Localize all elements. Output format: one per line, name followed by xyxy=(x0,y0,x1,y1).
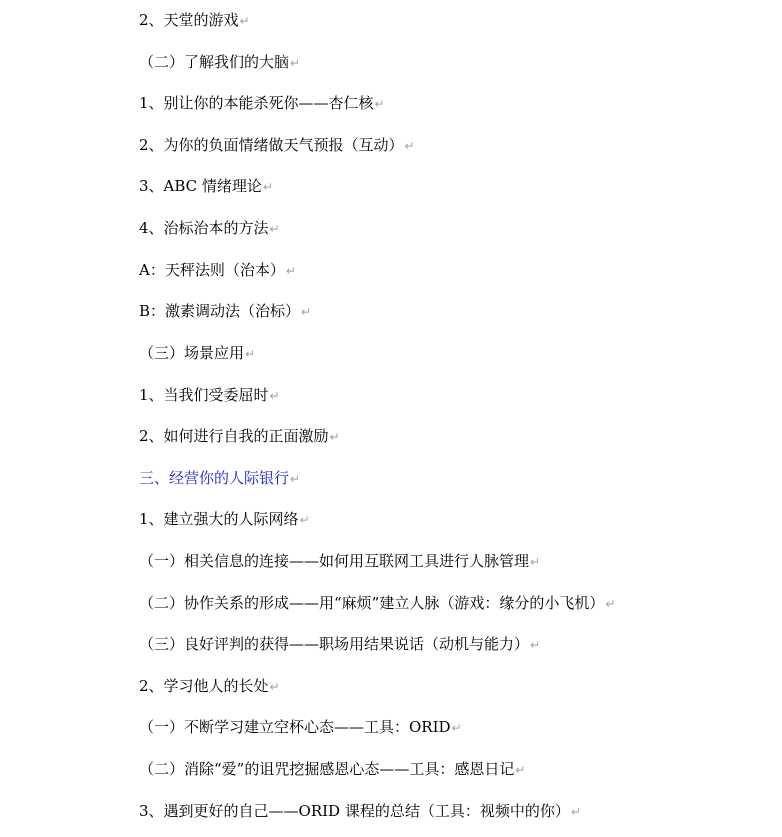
paragraph xyxy=(139,801,581,821)
paragraph xyxy=(139,634,540,654)
paragraph-text: （三）良好评判的获得——职场用结果说话（动机与能力） xyxy=(139,635,530,653)
paragraph-mark-icon: ↵ xyxy=(451,721,462,735)
paragraph xyxy=(139,759,525,779)
paragraph-mark-icon: ↵ xyxy=(239,14,250,28)
paragraph-text: B：激素调动法（治标） xyxy=(139,302,301,320)
paragraph-mark-icon: ↵ xyxy=(262,180,273,194)
paragraph xyxy=(139,593,615,613)
paragraph-mark-icon: ↵ xyxy=(269,680,280,694)
paragraph-mark-icon: ↵ xyxy=(329,430,340,444)
paragraph-mark-icon: ↵ xyxy=(290,56,301,70)
paragraph-text: （二）协作关系的形成——用“麻烦”建立人脉（游戏：缘分的小飞机） xyxy=(139,594,605,612)
paragraph-text: 3、遇到更好的自己——ORID 课程的总结（工具：视频中的你） xyxy=(139,802,570,820)
paragraph-text: 1、别让你的本能杀死你——杏仁核 xyxy=(139,94,374,112)
paragraph xyxy=(139,385,280,405)
paragraph-text: 2、天堂的游戏 xyxy=(139,11,239,29)
paragraph xyxy=(139,426,340,446)
paragraph-text: 2、学习他人的长处 xyxy=(139,677,269,695)
paragraph xyxy=(139,343,255,363)
paragraph xyxy=(139,717,462,737)
paragraph-text: 4、治标治本的方法 xyxy=(139,219,269,237)
paragraph-text: （二）消除“爱”的诅咒挖掘感恩心态——工具：感恩日记 xyxy=(139,760,515,778)
paragraph xyxy=(139,93,385,113)
paragraph-mark-icon: ↵ xyxy=(404,139,415,153)
paragraph-mark-icon: ↵ xyxy=(605,597,616,611)
paragraph xyxy=(139,135,415,155)
paragraph xyxy=(139,509,310,529)
paragraph-mark-icon: ↵ xyxy=(245,347,256,361)
paragraph xyxy=(139,551,540,571)
paragraph-text: A：天秤法则（治本） xyxy=(139,261,285,279)
paragraph-text: 3、ABC 情绪理论 xyxy=(139,177,262,195)
paragraph-mark-icon: ↵ xyxy=(374,97,385,111)
paragraph-text: （三）场景应用 xyxy=(139,344,245,362)
paragraph-text: 2、为你的负面情绪做天气预报（互动） xyxy=(139,136,404,154)
paragraph-mark-icon: ↵ xyxy=(301,305,312,319)
paragraph xyxy=(139,218,280,238)
paragraph-mark-icon: ↵ xyxy=(299,513,310,527)
paragraph-mark-icon: ↵ xyxy=(530,638,541,652)
paragraph-text: 2、如何进行自我的正面激励 xyxy=(139,427,329,445)
paragraph-text: 1、建立强大的人际网络 xyxy=(139,510,299,528)
paragraph-mark-icon: ↵ xyxy=(285,264,296,278)
paragraph xyxy=(139,52,300,72)
paragraph-mark-icon: ↵ xyxy=(570,805,581,819)
paragraph-text: 1、当我们受委屈时 xyxy=(139,386,269,404)
paragraph xyxy=(139,10,250,30)
paragraph xyxy=(139,176,273,196)
paragraph-text: （一）不断学习建立空杯心态——工具：ORID xyxy=(139,718,451,736)
paragraph xyxy=(139,676,280,696)
paragraph-mark-icon: ↵ xyxy=(515,763,526,777)
paragraph xyxy=(139,301,311,321)
paragraph xyxy=(139,260,296,280)
section-heading xyxy=(139,468,300,488)
paragraph-mark-icon: ↵ xyxy=(269,222,280,236)
paragraph-text: （二）了解我们的大脑 xyxy=(139,53,290,71)
paragraph-text: 三、经营你的人际银行 xyxy=(139,469,290,487)
paragraph-mark-icon: ↵ xyxy=(269,389,280,403)
paragraph-mark-icon: ↵ xyxy=(530,555,541,569)
paragraph-mark-icon: ↵ xyxy=(290,472,301,486)
paragraph-text: （一）相关信息的连接——如何用互联网工具进行人脉管理 xyxy=(139,552,530,570)
